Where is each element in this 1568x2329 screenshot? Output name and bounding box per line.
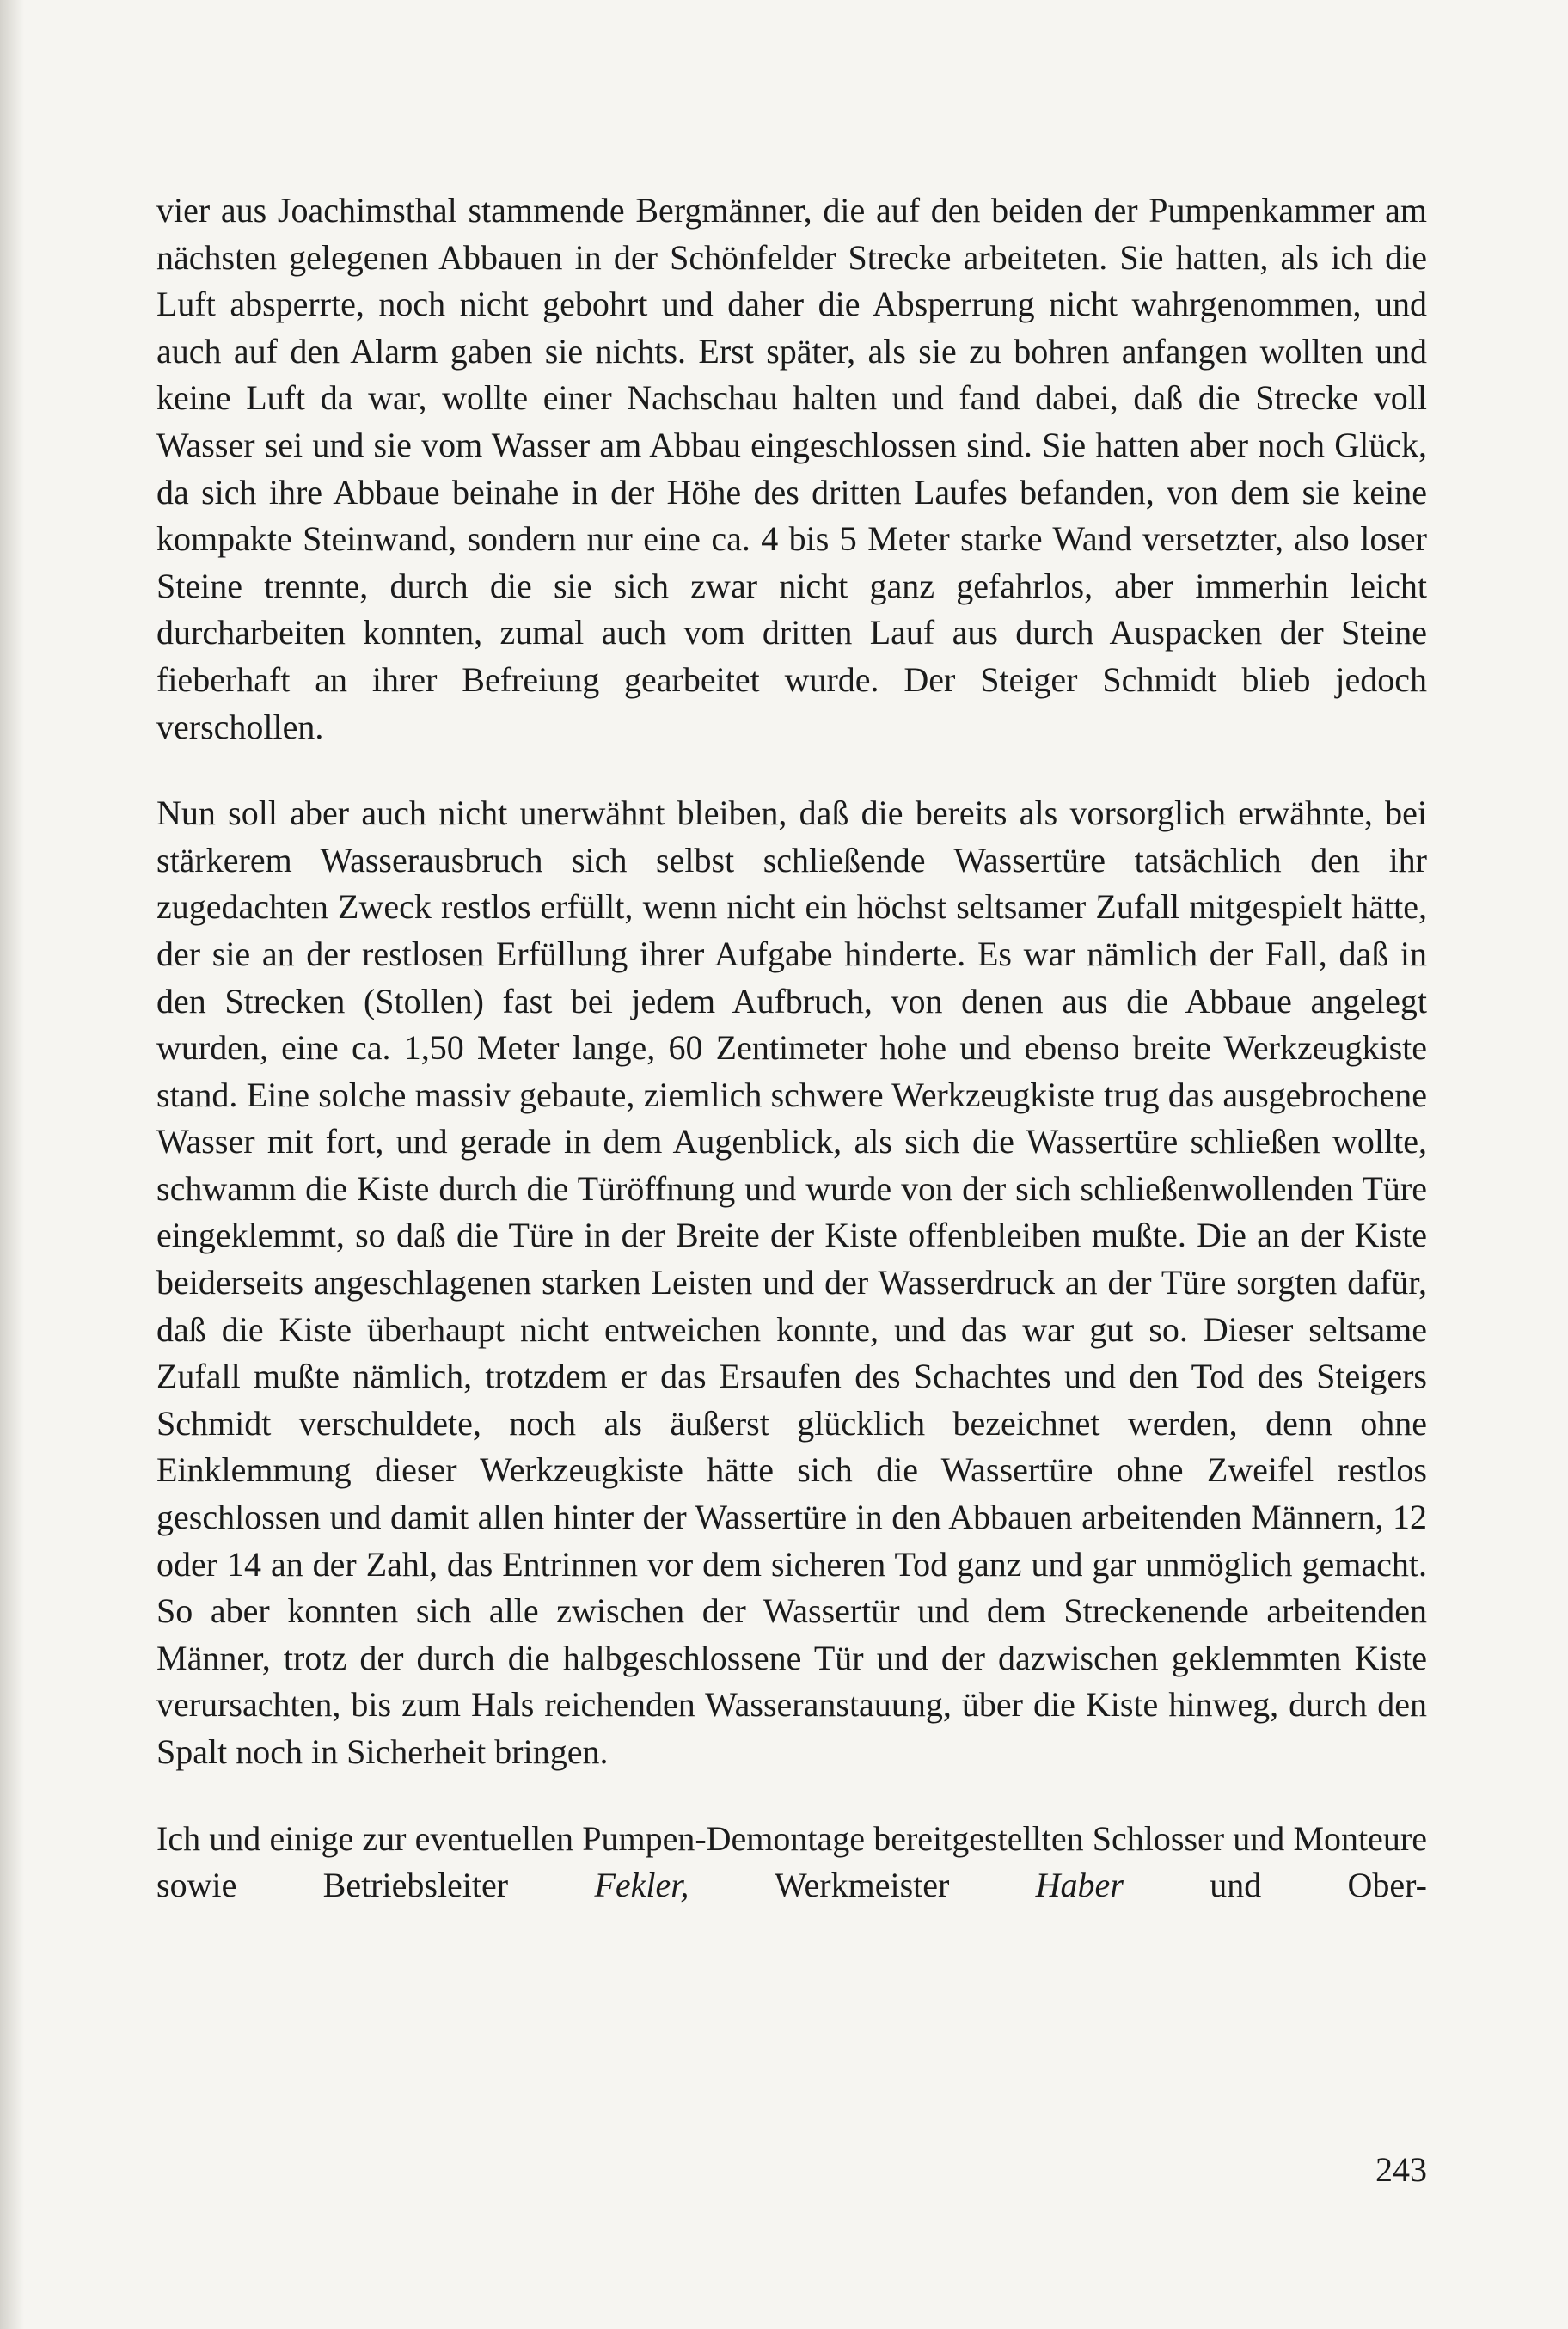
paragraph-3-text-c: und Ober- (1123, 1866, 1428, 1905)
paragraph-2: Nun soll aber auch nicht unerwähnt bleiben, daß die bereits als vorsorglich erwähnte, bei stärkerem Wasserausbruch sich selbst schließende Wassertüre tatsächlich den ihr zugedachten Zweck restlos erfüllt, wenn nicht ein höchst seltsamer Zufall mitgespielt hätte, der sie an der restlosen Erfüllung ihrer Aufgabe hinderte. Es war nämlich der Fall, daß in den Strecken (Stollen) fast bei jedem Aufbruch, von denen aus die Abbaue angelegt wurden, eine ca. 1,50 Meter lange, 60 Zentimeter hohe und ebenso breite Werkzeugkiste stand. Eine solche massiv gebaute, ziemlich schwere Werkzeugkiste trug das ausgebrochene Wasser mit fort, und gerade in dem Augenblick, als sich die Wassertüre schließen wollte, schwamm die Kiste durch die Türöffnung und wurde von der sich schließenwollenden Türe eingeklemmt, so daß die Türe in der Breite der Kiste offenbleiben mußte. Die an der Kiste beiderseits angeschlagenen starken Leisten und der Wasserdruck an der Türe sorgten dafür, daß die Kiste überhaupt nicht entweichen konnte, und das war gut so. Dieser seltsame Zufall mußte nämlich, trotzdem er das Ersaufen des Schachtes und den Tod des Steigers Schmidt verschuldete, noch als äußerst glücklich bezeichnet werden, denn ohne Einklemmung dieser Werkzeugkiste hätte sich die Wassertüre ohne Zweifel restlos geschlossen und damit allen hinter der Wassertüre in den Abbauen arbeitenden Männern, 12 oder 14 an der Zahl, das Entrinnen vor dem sicheren Tod ganz und gar unmöglich gemacht. So aber konnten sich alle zwischen der Wassertür und dem Streckenende arbeitenden Männer, trotz der durch die halbgeschlossene Tür und der dazwischen geklemmten Kiste verursachten, bis zum Hals reichenden Wasseranstauung, über die Kiste hinweg, durch den Spalt noch in Sicherheit bringen. (156, 794, 1427, 1771)
paragraph-3-text-a: Ich und einige zur eventuellen Pumpen-Demontage bereitgestellten Schlosser und Monteure sowie Betriebsleiter (156, 1818, 1427, 1905)
page-number: 243 (1375, 2150, 1427, 2189)
name-haber: Haber (1035, 1866, 1124, 1905)
page-edge-shadow (0, 0, 24, 2329)
body-text (156, 187, 1427, 1909)
paragraph-3 (156, 1816, 1427, 1909)
paragraph-3-text-b: Werkmeister (689, 1866, 1036, 1905)
paragraph-1: vier aus Joachimsthal stammende Bergmänner, die auf den beiden der Pumpenkammer am nächsten gelegenen Abbauen in der Schönfelder Strecke arbeiteten. Sie hatten, als ich die Luft absperrte, noch nicht gebohrt und daher die Absperrung nicht wahrgenommen, und auch auf den Alarm gaben sie nichts. Erst später, als sie zu bohren anfangen wollten und keine Luft da war, wollte einer Nachschau halten und fand dabei, daß die Strecke voll Wasser sei und sie vom Wasser am Abbau eingeschlossen sind. Sie hatten aber noch Glück, da sich ihre Abbaue beinahe in der Höhe des dritten Laufes befanden, von dem sie keine kompakte Steinwand, sondern nur eine ca. 4 bis 5 Meter starke Wand versetzter, also loser Steine trennte, durch die sie sich zwar nicht ganz gefahrlos, aber immerhin leicht durcharbeiten konnten, zumal auch vom dritten Lauf aus durch Auspacken der Steine fieberhaft an ihrer Befreiung gearbeitet wurde. Der Steiger Schmidt blieb jedoch verschollen. (156, 191, 1427, 746)
name-fekler: Fekler, (594, 1866, 689, 1905)
